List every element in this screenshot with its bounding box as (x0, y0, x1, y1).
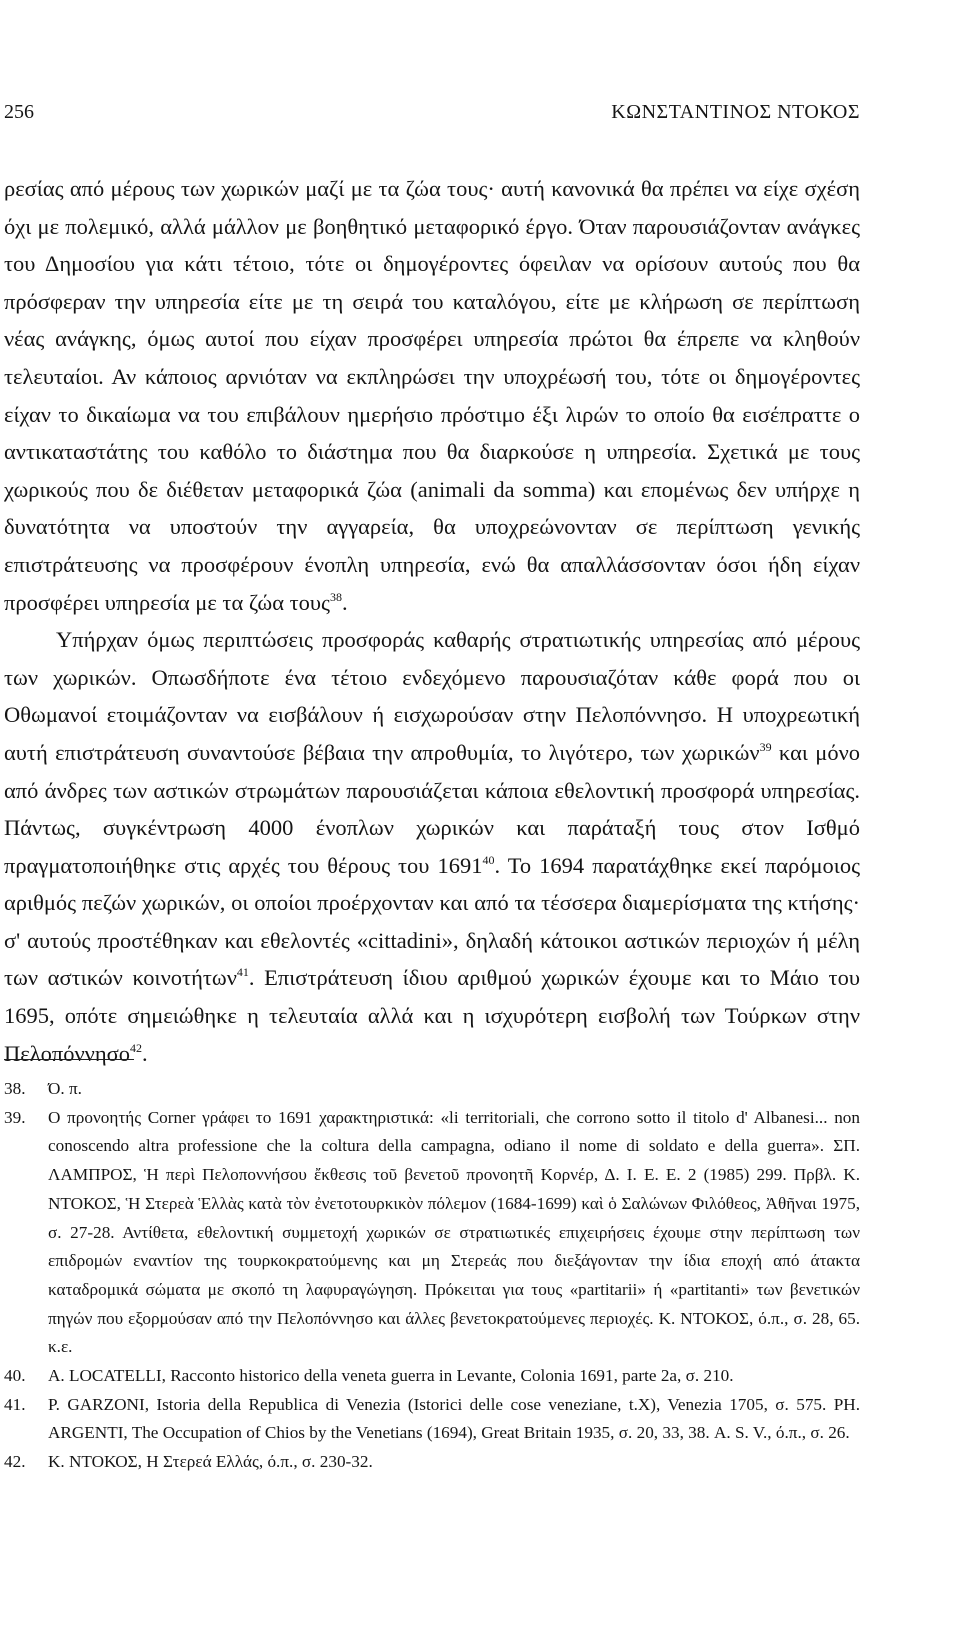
footnote-39 (4, 1104, 860, 1362)
footnote-text: Ο προνοητής Corner γράφει το 1691 χαρακτηριστικά: «li territoriali, che corrono sotto il titolo d' Albanesi... non conoscendo altra professione che la coltura della campagna, odiano il nome di soldato e della guerra». ΣΠ. ΛΑΜΠΡΟΣ, Ἡ περὶ Πελοποννήσου ἔκθεσις τοῦ βενετοῦ προνοητῆ Κορνέρ, Δ. Ι. Ε. Ε. 2 (1985) 299. Πρβλ. Κ. ΝΤΟΚΟΣ, Ἡ Στερεὰ Ἑλλὰς κατὰ τὸν ἐνετοτουρκικὸν πόλεμον (1684-1699) καὶ ὁ Σαλώνων Φιλόθεος, Ἀθῆναι 1975, σ. 27-28. Αντίθετα, εθελοντική συμμετοχή χωρικών σε στρατιωτικές επιχειρήσεις έχουμε στην περίπτωση των επιδρομών εναντίον της τουρκοκρατούμενης και μη Στερεάς που διεξάγονταν την ίδια εποχή από άτακτα καταδρομικά σώματα με σκοπό τη λαφυραγώγηση. Πρόκειται για τους «partitarii» ή «partitanti» των βενετικών πηγών που εξορμούσαν από την Πελοπόννησο και άλλες βενετοκρατούμενες περιοχές. Κ. ΝΤΟΚΟΣ, ό.π., σ. 28, 65. κ.ε. (48, 1107, 860, 1357)
footnote-40 (4, 1362, 860, 1391)
footnote-text: A. LOCATELLI, Racconto historico della veneta guerra in Levante, Colonia 1691, parte 2a, σ. 210. (48, 1366, 734, 1386)
page-number: 256 (4, 101, 34, 123)
running-title: ΚΩΝΣΤΑΝΤΙΝΟΣ ΝΤΟΚΟΣ (611, 101, 860, 123)
footnote-text: Κ. ΝΤΟΚΟΣ, Η Στερεά Ελλάς, ό.π., σ. 230-32. (48, 1452, 373, 1472)
footnote-ref-42: 42 (129, 1040, 142, 1055)
paragraph-1 (4, 170, 860, 621)
footnote-text: P. GARZONI, Istoria della Republica di Venezia (Istorici delle cose veneziane, t.X), Venezia 1705, σ. 575. PH. ARGENTI, The Occupation of Chios by the Venetians (1694), Great Britain 1935, σ. 20, 33, 38. A. S. V., ό.π., σ. 26. (48, 1394, 860, 1443)
paragraph-1-text: ρεσίας από μέρους των χωρικών μαζί με τα ζώα τους· αυτή κανονικά θα πρέπει να είχε σχέση όχι με πολεμικό, αλλά μάλλον με βοηθητικό μεταφορικό έργο. Όταν παρουσιάζονταν ανάγκες του Δημοσίου για κάτι τέτοιο, τότε οι δημογέροντες όφειλαν να ορίσουν αυτούς που θα πρόσφεραν την υπηρεσία είτε με τη σειρά του καταλόγου, είτε με κλήρωση σε περίπτωση νέας ανάγκης, όμως αυτοί που είχαν προσφέρει υπηρεσία πρώτοι θα έπρεπε να κληθούν τελευταίοι. Αν κάποιος αρνιόταν να εκπληρώσει την υποχρέωσή του, τότε οι δημογέροντες είχαν το δικαίωμα να του επιβάλουν ημερήσιο πρόστιμο έξι λιρών το οποίο θα εισέπραττε ο αντικαταστάτης του καθόλο το διάστημα που θα διαρκούσε η υπηρεσία. Σχετικά με τους χωρικούς που δε διέθεταν μεταφορικά ζώα (animali da somma) και επομένως δεν υπήρχε η δυνατότητα να υποστούν την αγγαρεία, θα υποχρεώνονταν σε περίπτωση γενικής επιστράτευσης να προσφέρουν ένοπλη υπηρεσία, ενώ θα απαλλάσσονταν όσοι ήδη είχαν προσφέρει υπηρεσία με τα ζώα τους (4, 176, 860, 615)
footnote-ref-38: 38 (329, 589, 342, 604)
paragraph-2-end: . (141, 1040, 148, 1066)
main-text (4, 170, 860, 1072)
footnote-number: 39. (4, 1107, 26, 1127)
paragraph-1-end: . (341, 589, 348, 615)
footnote-number: 41. (4, 1394, 26, 1414)
footnote-text: Ό. π. (48, 1079, 82, 1098)
paragraph-2 (4, 621, 860, 1072)
paragraph-2-text-c: . Το 1694 παρατάχθηκε εκεί παρόμοιος αριθμός πεζών χωρικών, οι οποίοι προέρχονταν και από τα τέσσερα διαμερίσματα της κτήσης· σ' αυτούς προστέθηκαν και εθελοντές «cittadini», δηλαδή κάτοικοι αστικών περιοχών ή μέλη των αστικών κοινοτήτων (4, 852, 860, 991)
footnote-41 (4, 1391, 860, 1448)
paragraph-2-text-d: . Επιστράτευση ίδιου αριθμού χωρικών έχουμε και το Μάιο του 1695, οπότε σημειώθηκε η τελευταία αλλά και η ισχυρότερη εισβολή των Τούρκων στην Πελοπόννησο (4, 965, 860, 1066)
footnote-ref-39: 39 (759, 739, 772, 754)
footnote-number: 40. (4, 1366, 26, 1386)
footnote-ref-41: 41 (236, 965, 249, 980)
footnote-ref-40: 40 (482, 852, 495, 867)
footnote-divider (4, 1059, 134, 1060)
footnotes (4, 1075, 860, 1477)
footnote-38 (4, 1075, 860, 1104)
paragraph-2-text-b: και μόνο από άνδρες των αστικών στρωμάτων παρουσιάζεται κάποια εθελοντική προσφορά υπηρεσίας. Πάντως, συγκέντρωση 4000 ένοπλων χωρικών και παράταξή τους στον Ισθμό πραγματοποιήθηκε στις αρχές του θέρους του 1691 (4, 739, 861, 878)
footnote-number: 42. (4, 1452, 26, 1472)
footnote-42 (4, 1448, 860, 1477)
paragraph-2-text-a: Υπήρχαν όμως περιπτώσεις προσφοράς καθαρής στρατιωτικής υπηρεσίας από μέρους των χωρικών. Οπωσδήποτε ένα τέτοιο ενδεχόμενο παρουσιαζόταν κάθε φορά που οι Οθωμανοί ετοιμάζονταν να εισβάλουν ή εισχωρούσαν στην Πελοπόννησο. Η υποχρεωτική αυτή επιστράτευση συναντούσε βέβαια την απροθυμία, το λιγότερο, των χωρικών (4, 627, 860, 765)
footnote-number: 38. (4, 1079, 26, 1098)
